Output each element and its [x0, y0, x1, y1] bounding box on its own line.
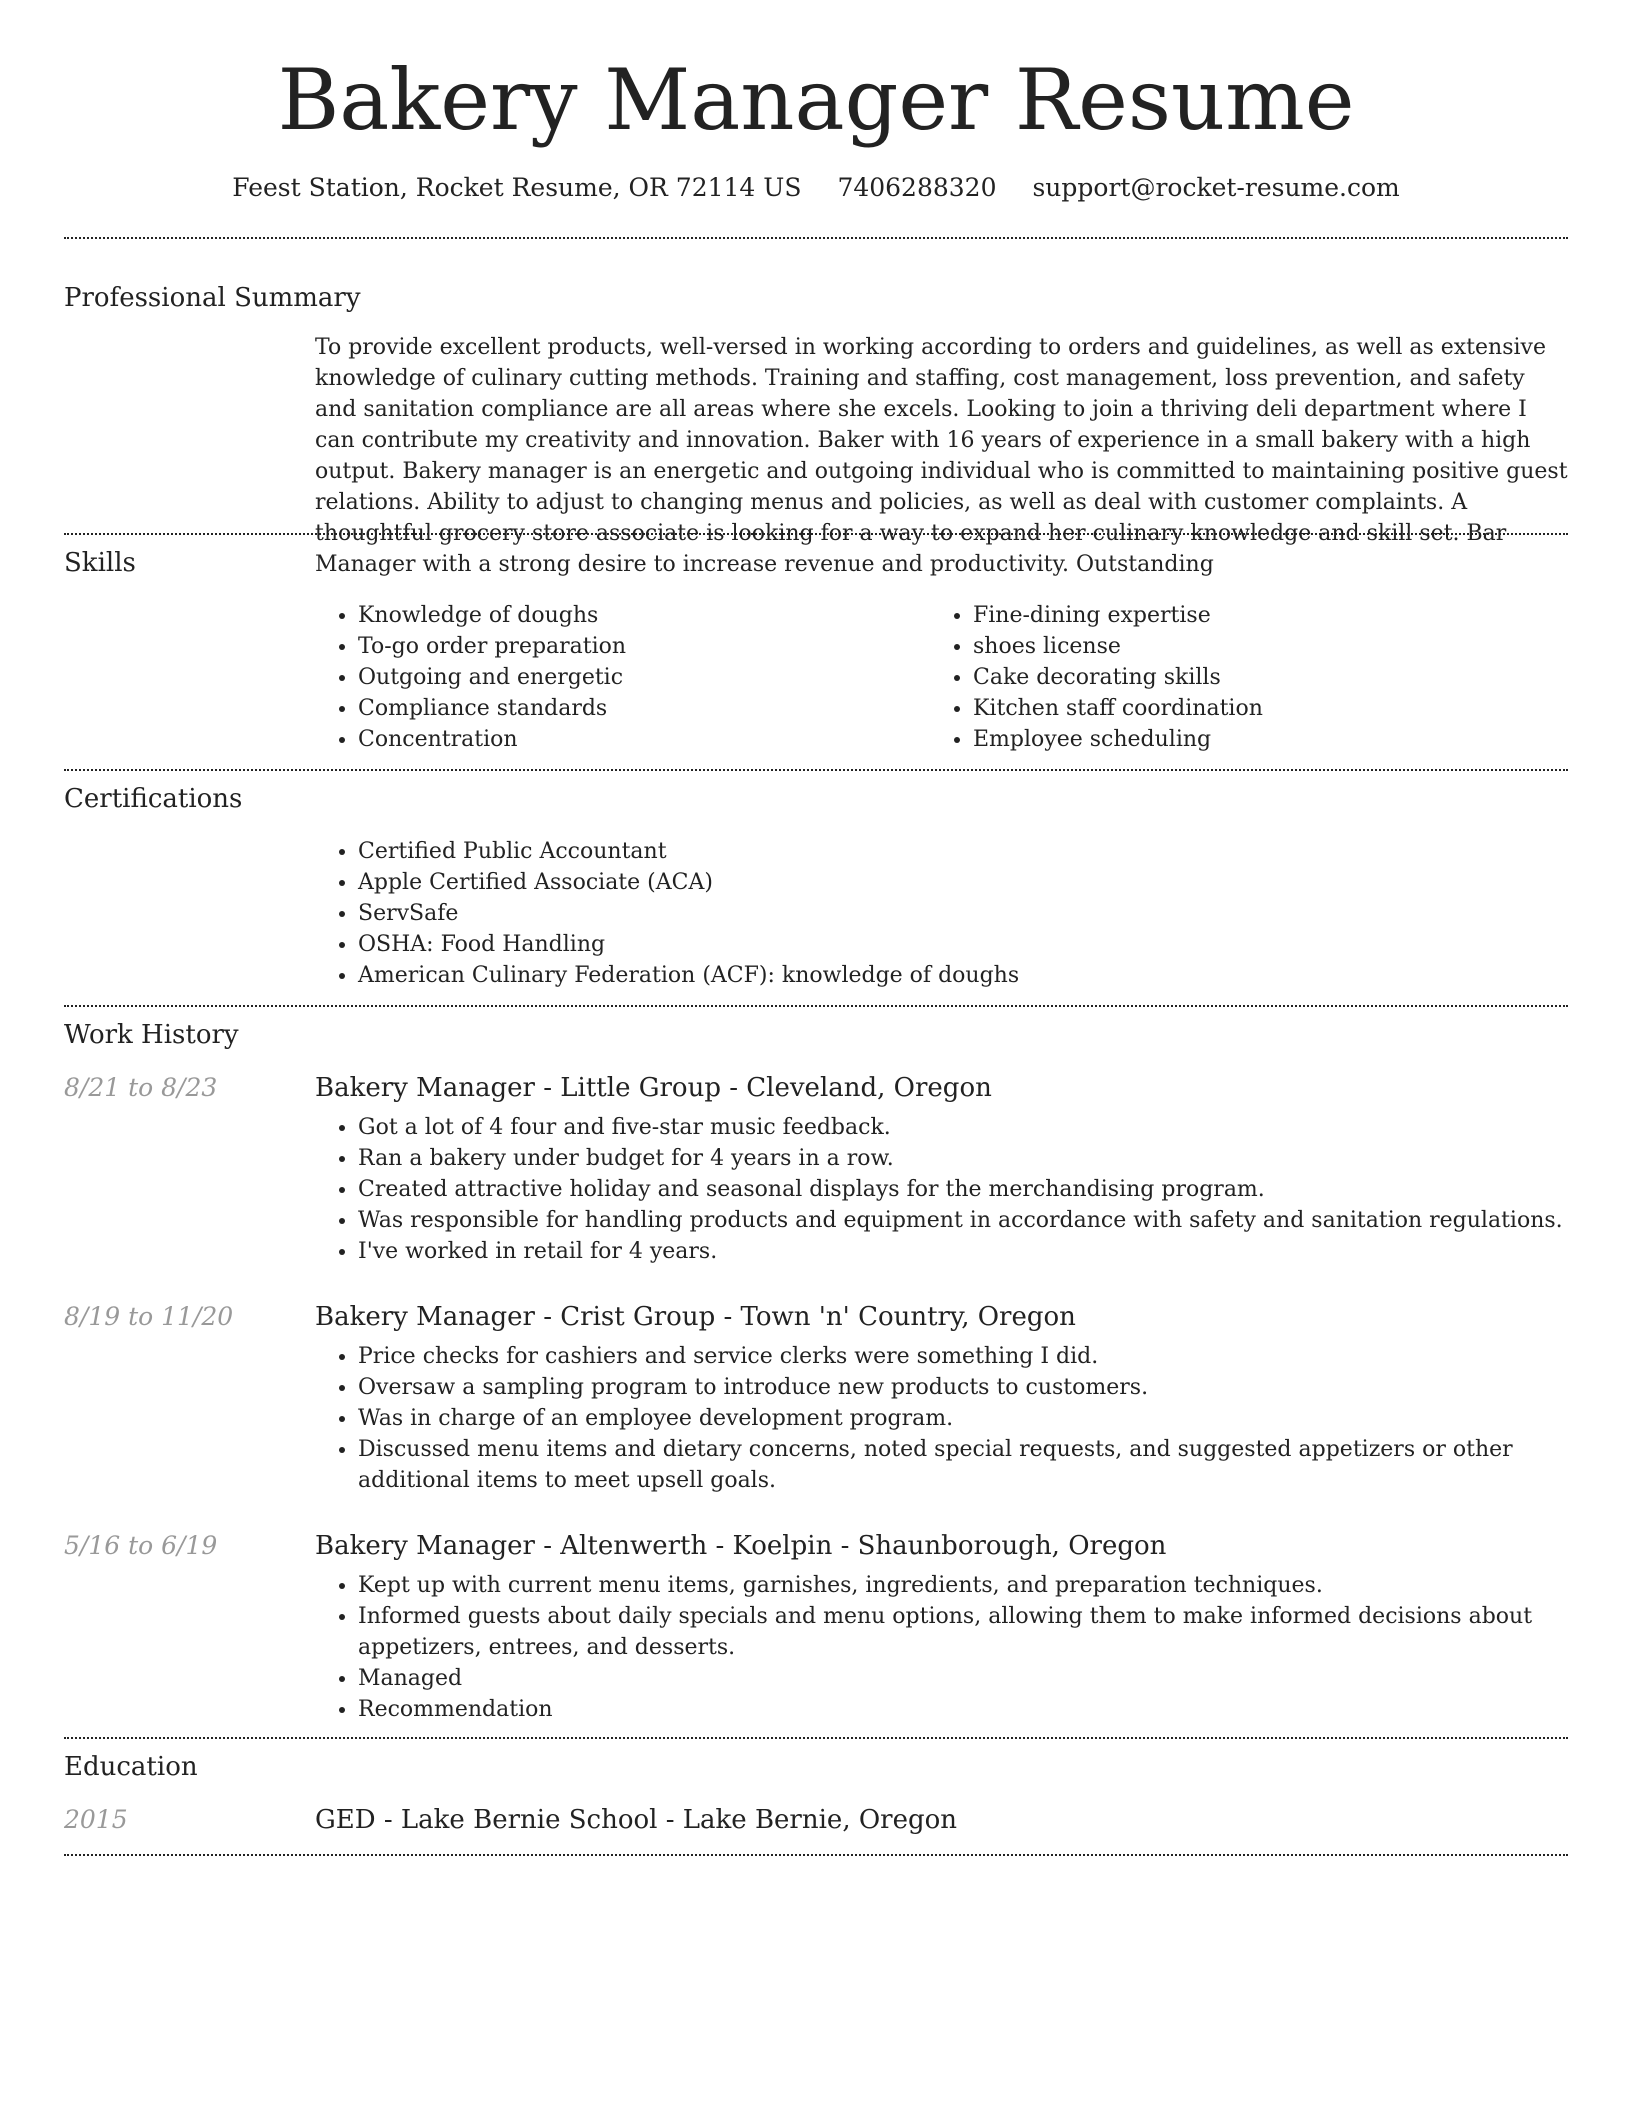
work-section — [64, 1018, 1568, 1725]
job-bullet: • Got a lot of 4 four and five-star music feedback. — [358, 1112, 1568, 1143]
job-entry — [64, 1528, 1568, 1725]
skill-item: • Outgoing and energetic — [358, 662, 930, 693]
skills-column-left — [315, 600, 930, 755]
contact-address: Feest Station, Rocket Resume, OR 72114 US — [232, 173, 802, 202]
education-title: GED - Lake Bernie School - Lake Bernie, Oregon — [315, 1805, 958, 1835]
job-bullet: • I've worked in retail for 4 years. — [358, 1236, 1568, 1267]
job-bullets — [315, 1570, 1568, 1725]
job-bullet: • Oversaw a sampling program to introduce new products to customers. — [358, 1372, 1568, 1403]
certifications-heading: Certifications — [64, 784, 243, 814]
certification-item: • Apple Certified Associate (ACA) — [358, 867, 1568, 898]
page-title: Bakery Manager Resume — [277, 51, 1355, 149]
job-bullet: • Created attractive holiday and seasonal displays for the merchandising program. — [358, 1174, 1568, 1205]
skill-item: • Employee scheduling — [973, 724, 1613, 755]
job-date: 8/21 to 8/23 — [64, 1073, 218, 1102]
job-bullet: • Price checks for cashiers and service clerks were something I did. — [358, 1341, 1568, 1372]
job-bullet: • Was in charge of an employee development program. — [358, 1403, 1568, 1434]
job-bullet: • Managed — [358, 1663, 1568, 1694]
skills-heading: Skills — [64, 548, 136, 578]
education-section — [64, 1750, 1568, 1838]
certification-item: • ServSafe — [358, 898, 1568, 929]
job-date: 5/16 to 6/19 — [64, 1531, 218, 1560]
education-date: 2015 — [64, 1805, 128, 1834]
job-title: Bakery Manager - Crist Group - Town 'n' Country, Oregon — [315, 1302, 1076, 1332]
job-entry — [64, 1070, 1568, 1267]
divider — [64, 1854, 1568, 1856]
job-title: Bakery Manager - Altenwerth - Koelpin - Shaunborough, Oregon — [315, 1531, 1167, 1561]
skill-item: • Concentration — [358, 724, 930, 755]
skill-item: • To-go order preparation — [358, 631, 930, 662]
certification-item: • American Culinary Federation (ACF): knowledge of doughs — [358, 960, 1568, 991]
certifications-section — [64, 782, 1568, 991]
skill-item: • Cake decorating skills — [973, 662, 1613, 693]
skills-list — [315, 600, 1568, 755]
education-heading: Education — [64, 1752, 198, 1782]
job-bullet: • Informed guests about daily specials and menu options, allowing them to make informed decisions about appetizers, entrees, and desserts. — [358, 1601, 1568, 1663]
job-bullet: • Ran a bakery under budget for 4 years in a row. — [358, 1143, 1568, 1174]
summary-section — [64, 281, 1568, 577]
skills-column-right — [930, 600, 1613, 755]
contact-phone: 7406288320 — [837, 173, 997, 202]
job-bullet: • Was responsible for handling products and equipment in accordance with safety and sanitation regulations. — [358, 1205, 1568, 1236]
job-bullet: • Recommendation — [358, 1694, 1568, 1725]
contact-line — [64, 170, 1568, 206]
skill-item: • Kitchen staff coordination — [973, 693, 1613, 724]
divider — [64, 1737, 1568, 1739]
resume-page — [64, 0, 1568, 1856]
divider — [64, 1005, 1568, 1007]
skill-item: • Knowledge of doughs — [358, 600, 930, 631]
job-bullets — [315, 1341, 1568, 1496]
summary-text: To provide excellent products, well-versed in working according to orders and guidelines, as well as extensive knowledge of culinary cutting methods. Training and staffing, cost management, loss prevention, and safety and sanitation compliance are all areas where she excels. Looking to join a thriving deli department where I can contribute my creativity and innovation. Baker with 16 years of experience in a small bakery with a high output. Bakery manager is an energetic and outgoing individual who is committed to maintaining positive guest relations. Ability to adjust to changing menus and policies, as well as deal with customer complaints. A thoughtful grocery store associate is looking for a way to expand her culinary knowledge and skill set. Bar Manager with a strong desire to increase revenue and productivity. Outstanding — [315, 335, 1568, 577]
contact-email: support@rocket-resume.com — [1032, 173, 1400, 202]
skill-item: • Compliance standards — [358, 693, 930, 724]
skill-item: • shoes license — [973, 631, 1613, 662]
job-bullet: • Discussed menu items and dietary concerns, noted special requests, and suggested appetizers or other additional items to meet upsell goals. — [358, 1434, 1568, 1496]
work-heading: Work History — [64, 1020, 239, 1050]
job-entry — [64, 1299, 1568, 1496]
education-entry — [64, 1802, 1568, 1838]
skill-item: • Fine-dining expertise — [973, 600, 1613, 631]
job-bullet: • Kept up with current menu items, garnishes, ingredients, and preparation techniques. — [358, 1570, 1568, 1601]
job-title: Bakery Manager - Little Group - Cleveland, Oregon — [315, 1073, 992, 1103]
certification-item: • OSHA: Food Handling — [358, 929, 1568, 960]
divider — [64, 769, 1568, 771]
divider — [64, 237, 1568, 239]
job-bullets — [315, 1112, 1568, 1267]
summary-heading: Professional Summary — [64, 283, 361, 313]
certifications-list — [315, 836, 1568, 991]
certification-item: • Certified Public Accountant — [358, 836, 1568, 867]
job-date: 8/19 to 11/20 — [64, 1302, 234, 1331]
